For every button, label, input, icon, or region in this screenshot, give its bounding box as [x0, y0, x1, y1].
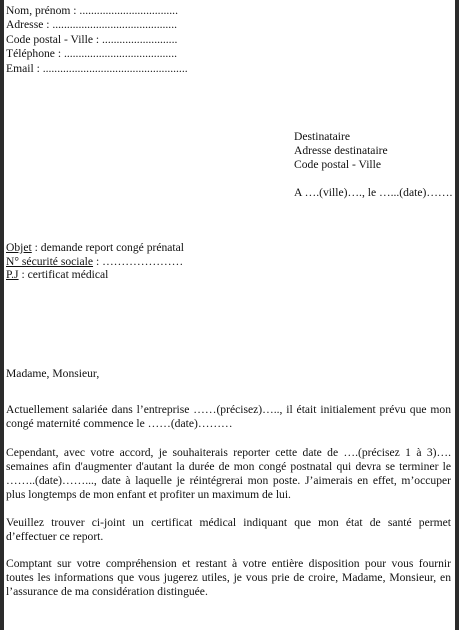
sender-email: Email : .................................................. — [6, 62, 188, 75]
right-border — [455, 0, 459, 630]
objet-label: Objet — [6, 241, 32, 254]
recipient-postal: Code postal - Ville — [294, 158, 381, 171]
place-date: A ….(ville)…., le …...(date)……. — [294, 186, 453, 199]
sender-name: Nom, prénom : .................................. — [6, 4, 178, 17]
sender-postal: Code postal - Ville : .......................... — [6, 33, 178, 46]
pj-label: P.J — [6, 268, 19, 281]
secu-value: : ………………… — [93, 255, 184, 268]
sender-phone: Téléphone : ....................................... — [6, 47, 177, 60]
pj-line — [6, 268, 108, 282]
pj-value: : certificat médical — [18, 268, 109, 281]
secu-line — [6, 255, 183, 269]
recipient-address: Adresse destinataire — [294, 144, 388, 157]
paragraph-2: Cependant, avec votre accord, je souhaiterais reporter cette date de ….(précisez 1 à 3)…. semaines afin d'augmenter d'autant la durée de mon congé postnatal qui devra se terminer le ……..(date)……..., date à laquelle je réintégrerai mon poste. J’aimerais en effet, m’occuper plus longtemps de mon enfant et profiter un maximum de lui. — [6, 446, 451, 501]
left-border — [0, 0, 4, 630]
secu-label: N° sécurité sociale — [6, 255, 94, 268]
subject-line — [6, 241, 184, 255]
paragraph-3: Veuillez trouver ci-joint un certificat médical indiquant que mon état de santé permet d’effectuer ce report. — [6, 516, 451, 543]
sender-address: Adresse : ........................................... — [6, 18, 177, 31]
recipient-name: Destinataire — [294, 130, 351, 143]
objet-value: : demande report congé prénatal — [31, 241, 185, 254]
salutation: Madame, Monsieur, — [6, 367, 100, 380]
paragraph-1: Actuellement salariée dans l’entreprise ……(précisez)….., il était initialement prévu que mon congé maternité commence le ……(date)……… — [6, 403, 451, 430]
paragraph-4: Comptant sur votre compréhension et restant à votre entière disposition pour vous fournir toutes les informations que vous jugerez utiles, je vous prie de croire, Madame, Monsieur, en l’assurance de ma considération distinguée. — [6, 557, 451, 598]
